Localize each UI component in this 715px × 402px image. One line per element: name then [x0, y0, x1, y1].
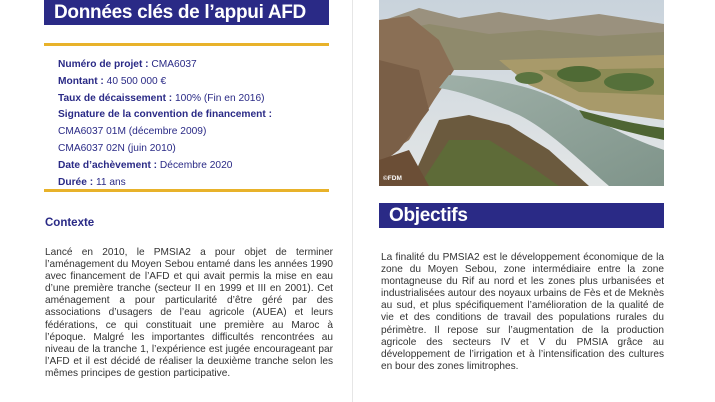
key-label: Montant :	[58, 75, 104, 87]
key-data-row	[58, 57, 328, 74]
objectifs-paragraph: La finalité du PMSIA2 est le développement économique de la zone du Moyen Sebou, zone intermédiaire entre la zone montagneuse du Rif au nord et les zones plus urbanisées et industrialisées autour des noyaux urbains de Fès et de Meknès au sud, et plus spécifiquement l’amélioration de la qualité de vie et des conditions de travail des populations rurales du périmètre. Il repose sur l’augmentation de la production agricole des secteurs IV et V du PMSIA grâce au développement de l’irrigation et à l’intensification des cultures en bour des zones limitrophes.	[381, 252, 664, 372]
key-value: 100% (Fin en 2016)	[172, 92, 265, 104]
key-value: CMA6037 02N (juin 2010)	[58, 142, 176, 154]
key-value: Décembre 2020	[157, 159, 233, 171]
gold-rule-bottom	[44, 189, 329, 192]
key-value: 11 ans	[93, 176, 126, 188]
key-value: CMA6037 01M (décembre 2009)	[58, 126, 207, 138]
key-data-row	[58, 74, 328, 91]
key-value: 40 500 000 €	[103, 75, 167, 87]
contexte-heading: Contexte	[45, 217, 95, 229]
key-data-list	[58, 57, 328, 191]
key-data-row	[58, 91, 328, 108]
photo-credit: ©FDM	[383, 175, 402, 182]
key-data-row	[58, 158, 328, 175]
key-value: CMA6037	[148, 59, 197, 70]
river-photo	[379, 0, 664, 186]
objectifs-heading: Objectifs	[379, 203, 664, 228]
key-data-row	[58, 141, 328, 158]
key-label: Numéro de projet :	[58, 59, 149, 70]
key-label: Taux de décaissement :	[58, 92, 173, 104]
column-divider	[352, 0, 353, 402]
key-label: Signature de la convention de financement :	[58, 109, 272, 121]
key-data-row	[58, 124, 328, 141]
key-data-heading: Données clés de l’appui AFD	[44, 0, 329, 25]
landscape-image	[379, 0, 664, 186]
gold-rule-top	[44, 43, 329, 46]
contexte-paragraph: Lancé en 2010, le PMSIA2 a pour objet de terminer l’aménagement du Moyen Sebou entamé dans les années 1990 avec financement de l’AFD et qui avait permis la mise en eau d’une première tranche (secteur II en 1999 et III en 2001). Cet aménagement a pour particularité d’être géré par des associations d’usagers de l’eau agricole (AUEA) et leurs fédérations, ce qui constituait une première au Maroc à l’époque. Malgré les importantes difficultés rencontrées au niveau de la tranche 1, l’expérience est jugée encourageant par l’AFD et il est décidé de réaliser la deuxième tranche selon les mêmes principes de gestion participative.	[45, 247, 333, 379]
key-data-row	[58, 107, 328, 124]
key-label: Durée :	[58, 176, 94, 188]
key-label: Date d’achèvement :	[58, 159, 158, 171]
